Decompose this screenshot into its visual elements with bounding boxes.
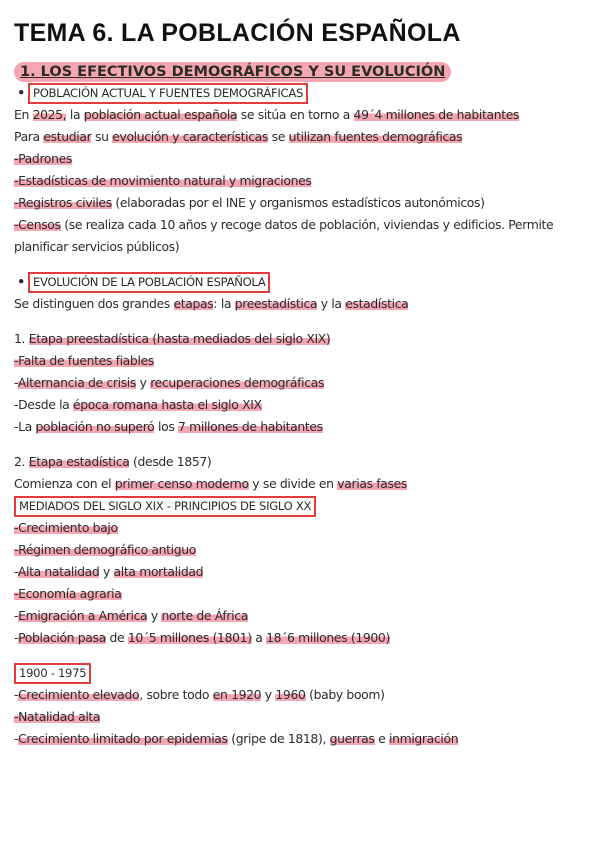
text: se <box>268 129 289 144</box>
highlight: Alta natalidad <box>17 564 100 579</box>
highlight: -Natalidad alta <box>14 709 101 724</box>
text: -Desde la <box>14 397 73 412</box>
list-item <box>14 561 586 583</box>
spacer <box>14 438 586 451</box>
text: Comienza con el <box>14 476 115 491</box>
highlight: Emigración a América <box>18 608 148 623</box>
list-item <box>14 728 586 750</box>
text: (gripe de 1818), <box>227 731 330 746</box>
highlight: Población pasa <box>18 630 106 645</box>
spacer <box>14 649 586 662</box>
highlight: norte de África <box>161 608 248 623</box>
text: - <box>14 731 19 746</box>
text: los <box>154 419 179 434</box>
list-item <box>14 416 586 438</box>
highlight: primer censo moderno <box>114 476 249 491</box>
spacer <box>14 315 586 328</box>
text: se sitúa en torno a <box>237 107 354 122</box>
highlight: -Régimen demográfico antiguo <box>14 542 197 557</box>
highlight: 1960 <box>275 687 306 702</box>
text: - <box>14 630 19 645</box>
highlight: población no superó <box>35 419 155 434</box>
list-item <box>14 394 586 416</box>
text: y <box>147 608 162 623</box>
list-item <box>14 684 586 706</box>
notes-page <box>14 16 586 750</box>
text: Se distinguen dos grandes <box>14 296 174 311</box>
text: su <box>91 129 113 144</box>
highlight: época romana hasta el siglo XIX <box>73 397 262 412</box>
highlight: recuperaciones demográficas <box>150 375 325 390</box>
text: y <box>261 687 276 702</box>
text-line <box>14 293 586 315</box>
highlight: utilizan fuentes demográficas <box>288 129 463 144</box>
highlight: -Censos <box>14 217 61 232</box>
highlight: Crecimiento limitado por epidemias <box>18 731 228 746</box>
list-item <box>14 605 586 627</box>
stage-heading <box>14 328 586 350</box>
boxed-subheading: MEDIADOS DEL SIGLO XIX - PRINCIPIOS DE SIGLO XX <box>14 496 316 517</box>
highlight: estadística <box>345 296 409 311</box>
stage-heading <box>14 451 586 473</box>
text-line <box>14 104 586 126</box>
highlight: Alternancia de crisis <box>17 375 137 390</box>
phase-heading-row <box>14 662 586 684</box>
text: e <box>374 731 389 746</box>
text: de <box>105 630 128 645</box>
boxed-subheading: POBLACIÓN ACTUAL Y FUENTES DEMOGRÁFICAS <box>28 83 308 104</box>
highlight: en 1920 <box>212 687 262 702</box>
highlight: inmigración <box>389 731 459 746</box>
section-heading-row <box>14 60 586 82</box>
highlight: varias fases <box>337 476 408 491</box>
subheading-row <box>14 82 586 104</box>
highlight: estudiar <box>43 129 92 144</box>
highlight: preestadística <box>234 296 318 311</box>
section-heading: 1. LOS EFECTIVOS DEMOGRÁFICOS Y SU EVOLUCIÓN <box>14 62 451 82</box>
highlight: guerras <box>329 731 375 746</box>
text-line <box>14 473 586 495</box>
bullet-dot: • <box>17 274 25 289</box>
highlight: evolución y características <box>112 129 269 144</box>
highlight: -Economía agraria <box>14 586 122 601</box>
highlight: población actual española <box>83 107 238 122</box>
text: 2. <box>14 454 29 469</box>
phase-heading-row <box>14 495 586 517</box>
spacer <box>14 258 586 271</box>
text: En <box>14 107 33 122</box>
text: - <box>14 375 18 390</box>
text: y <box>99 564 114 579</box>
highlight: -Padrones <box>14 151 73 166</box>
text: y la <box>317 296 346 311</box>
highlight: Etapa estadística <box>28 454 130 469</box>
text: (elaboradas por el INE y organismos estadísticos autonómicos) <box>111 195 485 210</box>
text: , sobre todo <box>139 687 213 702</box>
list-item <box>14 170 586 192</box>
boxed-subheading: EVOLUCIÓN DE LA POBLACIÓN ESPAÑOLA <box>28 272 270 293</box>
list-item <box>14 627 586 649</box>
text: - <box>14 608 19 623</box>
text: -La <box>14 419 36 434</box>
list-item <box>14 583 586 605</box>
highlight: Etapa preestadística (hasta mediados del siglo XIX) <box>28 331 331 346</box>
text: y <box>136 375 151 390</box>
highlight: -Registros civiles <box>14 195 112 210</box>
text: : la <box>213 296 235 311</box>
highlight: Crecimiento elevado <box>18 687 140 702</box>
highlight: 7 millones de habitantes <box>178 419 323 434</box>
text: la <box>66 107 84 122</box>
text: (se realiza cada 10 años y recoge datos de población, viviendas y edificios. Permite planificar servicios públicos) <box>14 217 554 254</box>
highlight: 18´6 millones (1900) <box>266 630 390 645</box>
bullet-dot: • <box>17 85 25 100</box>
list-item <box>14 517 586 539</box>
list-item <box>14 372 586 394</box>
text: - <box>14 564 18 579</box>
list-item <box>14 539 586 561</box>
text: a <box>251 630 267 645</box>
text: 1. <box>14 331 29 346</box>
highlight: 10´5 millones (1801) <box>127 630 252 645</box>
text-line <box>14 126 586 148</box>
text: y se divide en <box>248 476 338 491</box>
list-item <box>14 706 586 728</box>
list-item <box>14 214 586 258</box>
subheading-row <box>14 271 586 293</box>
text: (baby boom) <box>305 687 385 702</box>
text: Para <box>14 129 44 144</box>
highlight: alta mortalidad <box>113 564 204 579</box>
highlight: 2025, <box>32 107 67 122</box>
boxed-subheading: 1900 - 1975 <box>14 663 91 684</box>
highlight: -Falta de fuentes fiables <box>14 353 154 368</box>
highlight: -Crecimiento bajo <box>14 520 118 535</box>
highlight: 49´4 millones de habitantes <box>353 107 520 122</box>
list-item <box>14 192 586 214</box>
list-item <box>14 148 586 170</box>
highlight: etapas <box>173 296 214 311</box>
text: (desde 1857) <box>129 454 212 469</box>
highlight: -Estadísticas de movimiento natural y migraciones <box>14 173 312 188</box>
text: - <box>14 687 19 702</box>
page-title: TEMA 6. LA POBLACIÓN ESPAÑOLA <box>14 19 461 47</box>
list-item <box>14 350 586 372</box>
